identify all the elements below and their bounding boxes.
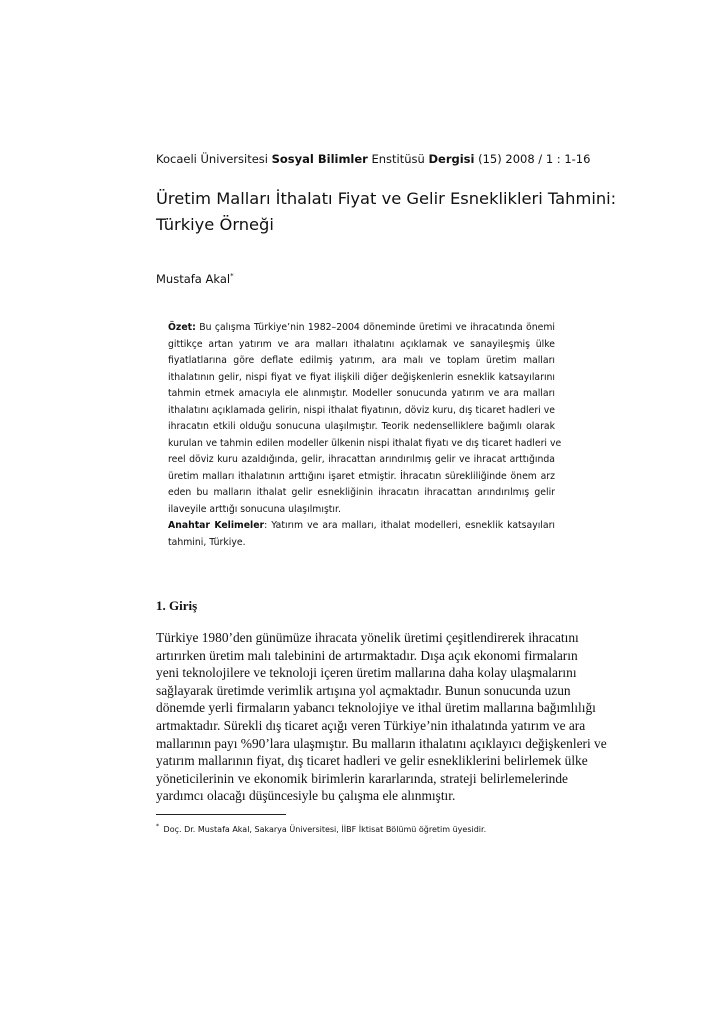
footnote (156, 823, 486, 834)
journal-part: (15) 2008 / 1 : 1-16 (474, 152, 591, 166)
abstract-line: reel döviz kuru azaldığında, gelir, ihracattan arındırılmış gelir ve ihracat arttığında (168, 454, 555, 465)
abstract-label: Özet: (168, 322, 196, 333)
abstract-line: kurulan ve tahmin edilen modeller ülkenin nispi ithalat fiyatı ve dış ticaret hadleri ve (168, 437, 562, 449)
body-line: Türkiye 1980’den günümüze ihracata yönelik üretimi çeşitlendirerek ihracatını (156, 630, 579, 645)
body-line: yöneticilerinin ve ekonomik birimlerin kararlarında, strateji belirlemelerinde (156, 770, 568, 786)
body-line: dönemde yerli firmaların yabancı teknolojiye ve ithal üretim mallarına bağımlılığı (156, 700, 596, 716)
body-line: yardımcı olacağı düşüncesiyle bu çalışma ele alınmıştır. (156, 788, 456, 804)
body-paragraph (156, 629, 607, 805)
abstract-line: ithalatının gelir, nispi fiyat ve fiyat ilişkili diğer değişkenlerin esneklik katsayılarını (168, 371, 555, 383)
journal-part-bold: Dergisi (428, 152, 475, 166)
keywords-line: Anahtar Kelimeler: Yatırım ve ara malları, ithalat modelleri, esneklik katsayıları (168, 520, 555, 531)
abstract-line: gittikçe artan yatırım ve ara malları ithalatını açıklamak ve sanayileşmiş ülke (168, 338, 555, 350)
abstract (168, 320, 562, 551)
abstract-line: tahmin etmek amacıyla ele alınmıştır. Modeller sonucunda yatırım ve ara malları (168, 388, 555, 399)
abstract-line: ihracatın etkili olduğu sonucuna ulaşılmıştır. Teorik nedenselliklere bağımlı olarak (168, 421, 555, 432)
footnote-mark: * (156, 823, 159, 830)
abstract-line: eden bu malların ithalat gelir esnekliğinin ihracatın ihracattan arındırılmış gelir (168, 487, 555, 498)
body-line: artmaktadır. Sürekli dış ticaret açığı veren Türkiye’nin ithalatında yatırım ve ara (156, 717, 586, 733)
author-footnote-mark: * (230, 272, 234, 280)
body-line: artırırken üretim malı talebinini de artırmaktadır. Dışa açık ekonomi firmaların (156, 647, 578, 663)
author-name: Mustafa Akal (156, 272, 231, 286)
footnote-divider (156, 814, 286, 815)
abstract-line: fiyatlatlarına göre deflate edilmiş yatırım, ara malı ve toplam üretim malları (168, 355, 555, 366)
title-line: Türkiye Örneği (156, 215, 274, 234)
abstract-line: Özet: Bu çalışma Türkiye’nin 1982–2004 döneminde üretimi ve ihracatında önemi (168, 322, 555, 333)
keywords-label: Anahtar Kelimeler (168, 520, 265, 531)
body-line: mallarının payı %90’lara ulaşmıştır. Bu malların ithalatını açıklayıcı değişkenleri ve (156, 735, 607, 751)
section-heading: 1. Giriş (156, 598, 198, 613)
journal-part: Kocaeli Üniversitesi (156, 152, 272, 166)
journal-part: Enstitüsü (367, 152, 429, 166)
journal-part-bold: Sosyal Bilimler (271, 152, 368, 166)
keywords-line: tahmini, Türkiye. (168, 536, 246, 548)
title-line: Üretim Malları İthalatı Fiyat ve Gelir Esneklikleri Tahmini: (156, 189, 617, 208)
body-line: yatırım mallarının fiyat, dış ticaret hadleri ve gelir esnekliklerini belirlemek ülke (156, 753, 588, 769)
footnote-text: Doç. Dr. Mustafa Akal, Sakarya Üniversitesi, İİBF İktisat Bölümü öğretim üyesidir. (161, 825, 487, 834)
abstract-line: ilaveyile arttığı sonucuna ulaşılmıştır. (168, 503, 341, 515)
body-line: yeni teknolojilere ve teknoloji içeren üretim mallarına daha kolay ulaşmalarını (156, 665, 577, 681)
author-line (156, 272, 234, 286)
paper-title (156, 186, 617, 238)
abstract-line: ithalatını açıklamada gelirin, nispi ithalat fiyatının, döviz kuru, dış ticaret hadleri ve (168, 404, 555, 416)
abstract-line: üretim malları ithalatının arttığını işaret etmiştir. İhracatın sürekliliğinde önem arz (168, 470, 555, 482)
journal-citation (156, 152, 591, 166)
body-line: sağlayarak üretimde verimlik artışına yol açmaktadır. Bunun sonucunda uzun (156, 682, 571, 698)
